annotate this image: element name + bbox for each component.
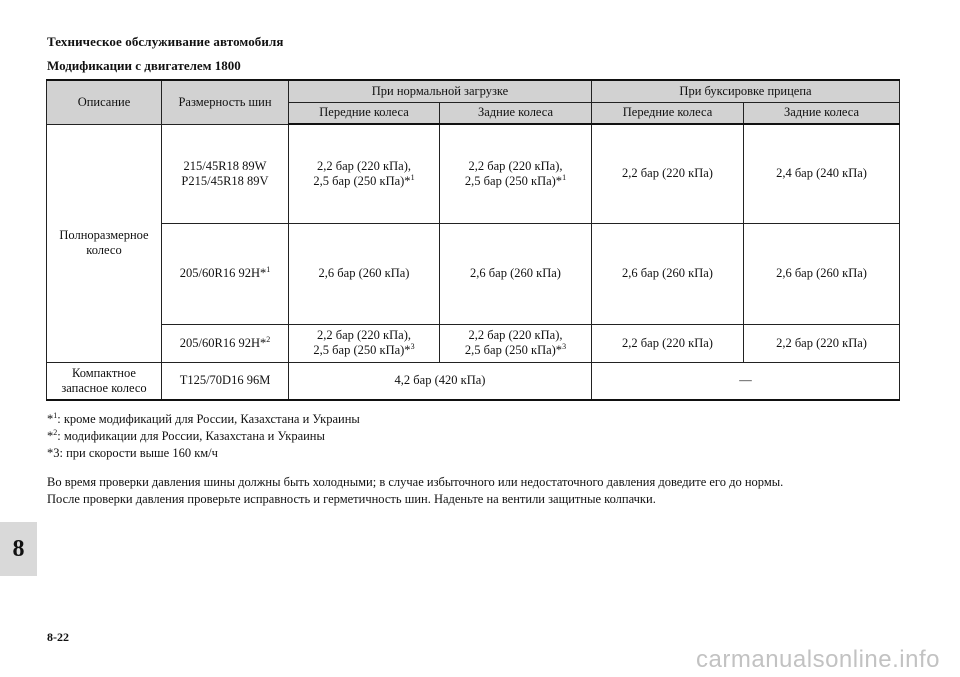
- col-header-tire-size: Размерность шин: [162, 80, 289, 124]
- footnotes: [47, 411, 360, 462]
- pressure-cell: 2,2 бар (220 кПа), 2,5 бар (250 кПа)*$^3$: [440, 324, 592, 362]
- chapter-tab: 8: [0, 522, 37, 576]
- footnote-1: *$^1$: кроме модификаций для России, Казахстана и Украины: [47, 410, 360, 426]
- tire-size-cell: 215/45R18 89W P215/45R18 89V: [162, 124, 289, 223]
- tire-pressure-table: [46, 79, 900, 401]
- pressure-cell: 2,2 бар (220 кПа), 2,5 бар (250 кПа)*$^3$: [289, 324, 440, 362]
- page-number: 8-22: [47, 630, 69, 644]
- tire-size-cell: 205/60R16 92H*$^1$: [162, 223, 289, 324]
- instruction-line: Во время проверки давления шины должны быть холодными; в случае избыточного или недостаточного давления доведите его до нормы.: [47, 475, 784, 489]
- pressure-cell: 2,2 бар (220 кПа): [744, 324, 900, 362]
- section-title: Модификации с двигателем 1800: [47, 58, 241, 73]
- instructions-paragraph: [47, 474, 907, 508]
- pressure-cell: —: [592, 362, 900, 400]
- col-header-description: Описание: [47, 80, 162, 124]
- tire-size-cell: T125/70D16 96M: [162, 362, 289, 400]
- table-row: [47, 362, 900, 400]
- header-title: Техническое обслуживание автомобиля: [47, 34, 284, 49]
- compact-spare-label: Компактное запасное колесо: [47, 362, 162, 400]
- pressure-cell: 4,2 бар (420 кПа): [289, 362, 592, 400]
- pressure-cell: 2,6 бар (260 кПа): [440, 223, 592, 324]
- pressure-cell: 2,2 бар (220 кПа): [592, 124, 744, 223]
- instruction-line: После проверки давления проверьте исправность и герметичность шин. Наденьте на вентили защитные колпачки.: [47, 492, 656, 506]
- pressure-cell: 2,2 бар (220 кПа), 2,5 бар (250 кПа)*$^1$: [289, 124, 440, 223]
- footnote-2: *$^2$: модификации для России, Казахстана и Украины: [47, 427, 325, 443]
- pressure-cell: 2,4 бар (240 кПа): [744, 124, 900, 223]
- tire-size-cell: 205/60R16 92H*$^2$: [162, 324, 289, 362]
- watermark: carmanualsonline.info: [696, 646, 940, 673]
- footnote-3: *3: при скорости выше 160 км/ч: [47, 446, 218, 460]
- pressure-cell: 2,6 бар (260 кПа): [289, 223, 440, 324]
- table-row: [47, 223, 900, 324]
- pressure-cell: 2,2 бар (220 кПа): [592, 324, 744, 362]
- sub-header-normal-rear: Задние колеса: [440, 102, 592, 124]
- full-size-wheel-label: Полноразмерное колесо: [47, 124, 162, 362]
- table-row: [47, 124, 900, 223]
- pressure-cell: 2,6 бар (260 кПа): [592, 223, 744, 324]
- pressure-cell: 2,6 бар (260 кПа): [744, 223, 900, 324]
- sub-header-tow-front: Передние колеса: [592, 102, 744, 124]
- group-header-normal-load: При нормальной загрузке: [289, 80, 592, 102]
- group-header-trailer-towing: При буксировке прицепа: [592, 80, 900, 102]
- table-row: [47, 324, 900, 362]
- pressure-cell: 2,2 бар (220 кПа), 2,5 бар (250 кПа)*$^1$: [440, 124, 592, 223]
- sub-header-tow-rear: Задние колеса: [744, 102, 900, 124]
- sub-header-normal-front: Передние колеса: [289, 102, 440, 124]
